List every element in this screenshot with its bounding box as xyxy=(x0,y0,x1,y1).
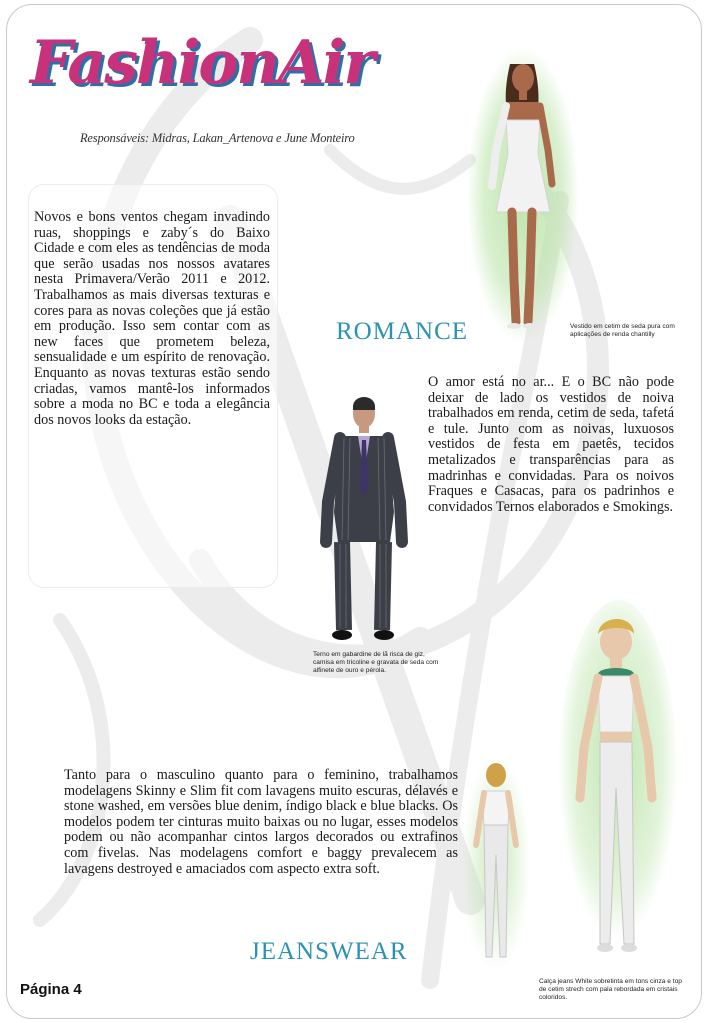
jeans-model-back-image xyxy=(462,755,530,970)
groom-avatar-image xyxy=(318,392,410,644)
jeanswear-text: Tanto para o masculino quanto para o feminino, trabalhamos modelagens Skinny e Slim fit com lavagens muito escuras, délavés e stone washed, em versões blue denim, índigo black e blue blacks. Os modelos podem ter cinturas muito baixas ou no lugar, esses modelos podem ou não acompanhar cintos largos decorados ou extrafinos com fivelas. Nas modelagens comfort e baggy prevalecem as lavagens destroyed e amaciados com aspecto extra soft. xyxy=(64,767,458,877)
intro-text: Novos e bons ventos chegam invadindo ruas, shoppings e zaby´s do Baixo Cidade e com eles as tendências de moda que serão usadas nos nossos avatares nesta Primavera/Verão 2011 e 2012. Trabalhamos as mais diversas texturas e cores para as novas coleções que já estão em produção. Isso sem contar com as new faces que prometem beleza, sensualidade e um espírito de renovação. Enquanto as novas texturas estão sendo criadas, vamos mantê-los informados sobre a moda no BC e toda a elegância dos novos looks da estação. xyxy=(34,209,270,428)
credits-line: Responsáveis: Midras, Lakan_Artenova e June Monteiro xyxy=(80,131,355,145)
page-number: Página 4 xyxy=(20,981,82,998)
romance-text: O amor está no ar... E o BC não pode deixar de lado os vestidos de noiva trabalhados em renda, cetim de seda, tafetá e tule. Junto com as noivas, luxuosos vestidos de festa em paetês, tecidos metalizados e transparências para as madrinhas e convidadas. Para os noivos Fraques e Casacas, para os padrinhos e convidados Ternos elaborados e Smokings. xyxy=(428,374,674,515)
groom-caption: Terno em gabardine de lã risca de giz, camisa em tricoline e gravata de seda com alfinete de ouro e pérola. xyxy=(313,651,439,674)
jeans-model-front-image xyxy=(560,608,678,968)
jeanswear-title: JEANSWEAR xyxy=(250,938,408,965)
bride-avatar-image xyxy=(468,50,578,340)
bride-caption: Vestido em cetim de seda pura com aplicações de renda chantilly xyxy=(570,323,675,338)
magazine-logo: FashionAir xyxy=(30,28,373,98)
jeans-caption: Calça jeans White sobretinta em tons cinza e top de cetim strech com pala rebordada em cristais coloridos. xyxy=(539,978,682,1001)
romance-title: ROMANCE xyxy=(336,318,469,345)
